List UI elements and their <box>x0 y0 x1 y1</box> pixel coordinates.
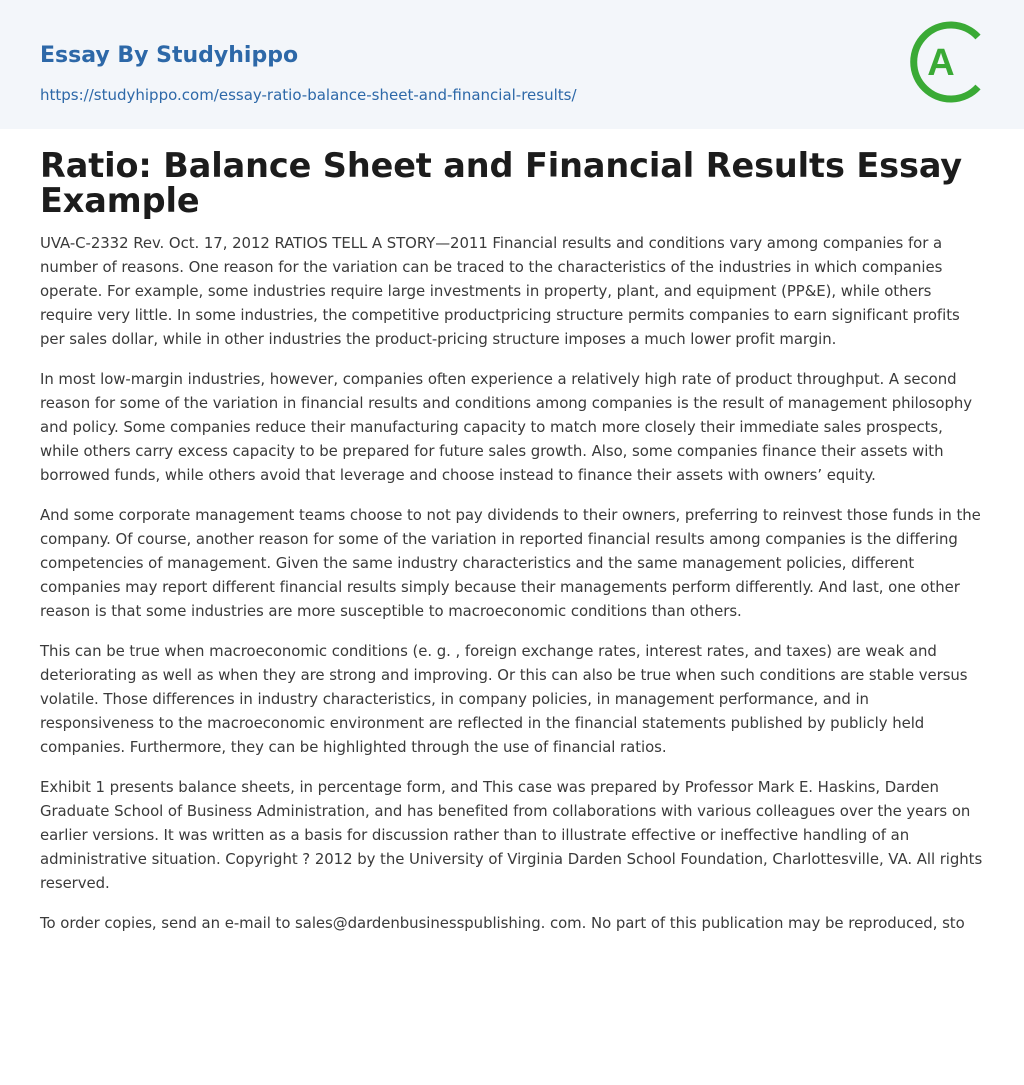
paragraph: This can be true when macroeconomic conditions (e. g. , foreign exchange rates, interest rates, and taxes) are weak and deteriorating as well as when they are strong and improving. Or this can also be true when such conditions are stable versus volatile. Those differences in industry characteristics, in company policies, in management performance, and in responsiveness to the macroeconomic environment are reflected in the financial statements published by publicly held companies. Furthermore, they can be highlighted through the use of financial ratios. <box>40 642 968 756</box>
paragraph: And some corporate management teams choose to not pay dividends to their owners, preferring to reinvest those funds in the company. Of course, another reason for some of the variation in reported financial results among companies is the differing competencies of management. Given the same industry characteristics and the same management policies, different companies may report different financial results simply because their managements perform differently. And last, one other reason is that some industries are more susceptible to macroeconomic conditions than others. <box>40 506 981 620</box>
site-header <box>0 0 1024 129</box>
paragraph: In most low-margin industries, however, companies often experience a relatively high rate of product throughput. A second reason for some of the variation in financial results and conditions among companies is the result of management philosophy and policy. Some companies reduce their manufacturing capacity to match more closely their immediate sales prospects, while others carry excess capacity to be prepared for future sales growth. Also, some companies finance their assets with borrowed funds, while others avoid that leverage and choose instead to finance their assets with owners’ equity. <box>40 370 973 484</box>
article <box>40 148 986 935</box>
article-title: Ratio: Balance Sheet and Financial Results Essay Example <box>40 146 963 220</box>
paragraph: To order copies, send an e-mail to sales@dardenbusinesspublishing. com. No part of this publication may be reproduced, sto <box>40 914 965 932</box>
studyhippo-logo-icon[interactable] <box>910 18 988 106</box>
paragraph: Exhibit 1 presents balance sheets, in percentage form, and This case was prepared by Professor Mark E. Haskins, Darden Graduate School of Business Administration, and has benefited from collaborations with various colleagues over the years on earlier versions. It was written as a basis for discussion rather than to illustrate effective or ineffective handling of an administrative situation. Copyright ? 2012 by the University of Virginia Darden School Foundation, Charlottesville, VA. All rights reserved. <box>40 778 983 892</box>
paragraph: UVA-C-2332 Rev. Oct. 17, 2012 RATIOS TELL A STORY—2011 Financial results and conditions vary among companies for a number of reasons. One reason for the variation can be traced to the characteristics of the industries in which companies operate. For example, some industries require large investments in property, plant, and equipment (PP&E), while others require very little. In some industries, the competitive productpricing structure permits companies to earn significant profits per sales dollar, while in other industries the product-pricing structure imposes a much lower profit margin. <box>40 234 960 348</box>
logo-letter: A <box>927 42 955 84</box>
site-brand[interactable]: Essay By Studyhippo <box>40 43 299 68</box>
page-url[interactable]: https://studyhippo.com/essay-ratio-balance-sheet-and-financial-results/ <box>40 86 577 104</box>
